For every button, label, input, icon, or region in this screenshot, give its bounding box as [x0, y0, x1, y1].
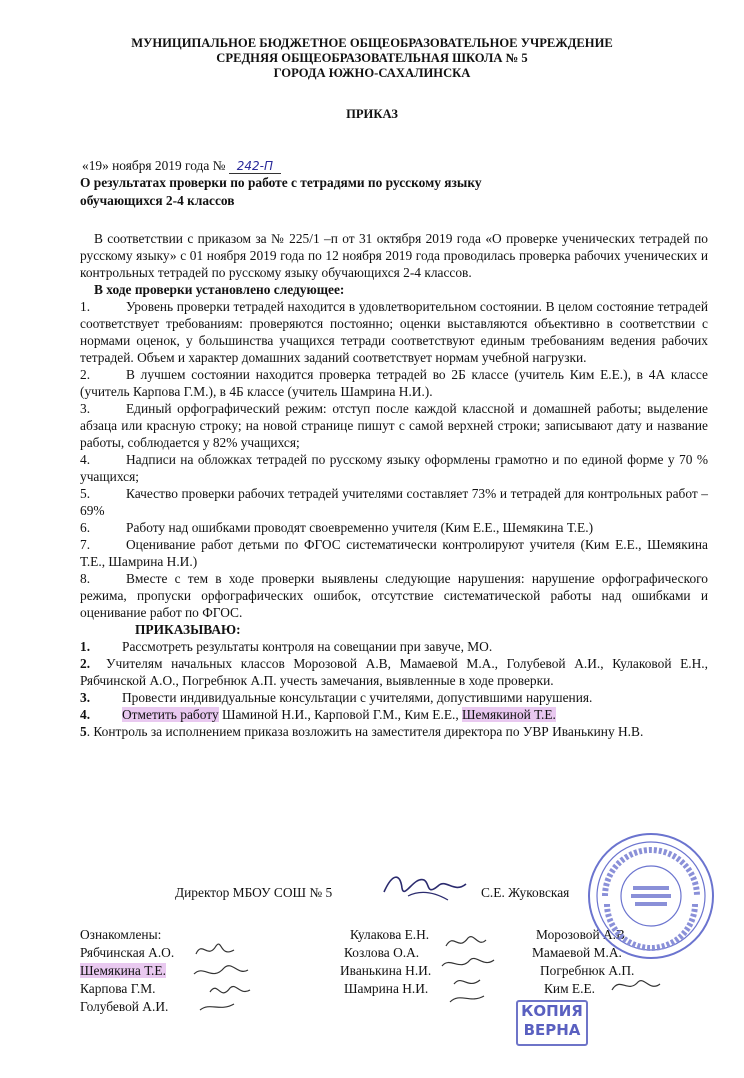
finding-number: 5. [80, 486, 91, 501]
finding-number: 3. [80, 401, 91, 416]
acknowledged-name: Морозовой А.В. [536, 927, 629, 942]
finding-item [80, 451, 708, 485]
stamp-line-1: КОПИЯ [521, 1002, 583, 1020]
finding-item [80, 400, 708, 451]
acknowledged-label: Ознакомлены: [80, 927, 162, 942]
subject-line-1: О результатах проверки по работе с тетрадями по русскому языку [80, 175, 482, 190]
finding-text: Работу над ошибками проводят своевременно учителя (Ким Е.Е., Шемякина Т.Е.) [126, 520, 594, 535]
order-number: 5 [80, 724, 87, 739]
acknowledged-name: Козлова О.А. [344, 945, 420, 960]
finding-item [80, 519, 708, 536]
director-name: С.Е. Жуковская [481, 885, 570, 900]
finding-item [80, 570, 708, 621]
highlighted-name: Шемякина Т.Е. [80, 963, 166, 978]
order-number-handwritten: 242-П [229, 159, 281, 174]
acknowledged-name: Голубевой А.И. [80, 999, 169, 1014]
director-label: Директор МБОУ СОШ № 5 [175, 885, 333, 900]
order-item [80, 689, 708, 706]
highlighted-text: Отметить работу [122, 707, 219, 722]
acknowledged-name: Ким Е.Е. [544, 981, 595, 996]
header-line-2: СРЕДНЯЯ ОБЩЕОБРАЗОВАТЕЛЬНАЯ ШКОЛА № 5 [216, 51, 528, 65]
order-text: Шаминой Н.И., Карповой Г.М., Ким Е.Е., [218, 707, 463, 722]
date-line [82, 158, 281, 174]
order-heading: ПРИКАЗЫВАЮ: [135, 622, 241, 637]
finding-text: Вместе с тем в ходе проверки выявлены следующие нарушения: нарушение орфографического режима, пропуски орфографических ошибок, отсутствие систематической работы над ошибками и оценивание работ по ФГОС. [80, 571, 708, 620]
stamp-line-2: ВЕРНА [523, 1021, 581, 1039]
finding-item [80, 485, 708, 519]
acknowledged-column-1 [80, 926, 174, 1016]
order-text: Рассмотреть результаты контроля на совещании при завуче, МО. [122, 639, 493, 654]
finding-text: Оценивание работ детьми по ФГОС систематически контролируют учителя (Ким Е.Е., Шемякина Т.Е., Шамрина Н.И.) [80, 537, 708, 569]
acknowledged-name: Мамаевой М.А. [532, 945, 622, 960]
order-item [80, 638, 708, 655]
finding-item [80, 298, 708, 366]
finding-text: Единый орфографический режим: отступ после каждой классной и домашней работы; выделение абзаца или красную строку; на новой странице пишут с самой верхней строки; записывают дату и название работы, соблюдается у 82% учащихся; [80, 401, 708, 450]
finding-text: Качество проверки рабочих тетрадей учителями составляет 73% и тетрадей для контрольных работ – 69% [80, 486, 708, 518]
order-number: 3. [80, 690, 91, 705]
order-subject [80, 174, 640, 210]
order-text: . Контроль за исполнением приказа возложить на заместителя директора по УВР Иванькину Н.В. [86, 724, 644, 739]
acknowledgement-signatures-icon [190, 930, 260, 1016]
acknowledged-name: Кулакова Е.Н. [350, 927, 430, 942]
order-text: Провести индивидуальные консультации с учителями, допустившими нарушения. [122, 690, 593, 705]
intro-paragraph: В соответствии с приказом за № 225/1 –п от 31 октября 2019 года «О проверке ученических тетрадей по русскому языку» с 01 ноября 2019 года по 12 ноября 2019 года проводилась проверка рабочих ученических и контрольных тетрадей по русскому языку обучающихся 2-4 классов. [80, 231, 708, 280]
finding-text: В лучшем состоянии находится проверка тетрадей во 2Б классе (учитель Ким Е.Е.), в 4А классе (учитель Карпова Г.М.), в 4Б классе (учитель Шамрина Н.И.). [80, 367, 708, 399]
order-item [80, 706, 708, 723]
finding-number: 7. [80, 537, 91, 552]
order-number: 2. [80, 656, 91, 671]
acknowledged-column-2 [336, 926, 431, 998]
order-text: Учителям начальных классов Морозовой А.В, Мамаевой М.А., Голубевой А.И., Кулаковой Е.Н., Рябчинской А.О., Погребнюк А.П. учесть замечания, выявленные в ходе проверки. [80, 656, 708, 688]
finding-text: Уровень проверки тетрадей находится в удовлетворительном состоянии. В целом состояние тетрадей соответствует требованиям: проверяются постоянно; оценки выставляются объективно в соответствии с нормами оценок, у большинства учащихся тетради соответствуют единым требованиям ведения рабочих тетрадей. Объем и характер домашних заданий соответствует нормам учебной нагрузки. [80, 299, 708, 365]
document-title: ПРИКАЗ [346, 107, 398, 121]
header-line-3: ГОРОДА ЮЖНО-САХАЛИНСКА [273, 66, 471, 80]
order-number: 1. [80, 639, 91, 654]
acknowledged-name [80, 962, 174, 980]
order-date: «19» ноября 2019 года № [82, 158, 226, 173]
finding-item [80, 536, 708, 570]
finding-item [80, 366, 708, 400]
acknowledgement-signature-icon [608, 970, 668, 1000]
acknowledged-name: Карпова Г.М. [80, 981, 156, 996]
acknowledged-name: Шамрина Н.И. [344, 981, 429, 996]
acknowledgement-signatures-icon [440, 926, 510, 1006]
finding-text: Надписи на обложках тетрадей по русскому языку оформлены грамотно и по единой форме у 70 % учащихся; [80, 452, 708, 484]
order-item [80, 723, 708, 740]
findings-heading: В ходе проверки установлено следующее: [94, 282, 345, 297]
acknowledged-name: Погребнюк А.П. [540, 963, 635, 978]
highlighted-text: Шемякиной Т.Е. [462, 707, 556, 722]
director-signature-icon [378, 866, 478, 906]
finding-number: 6. [80, 520, 91, 535]
document-body [80, 230, 708, 740]
acknowledged-name: Иванькина Н.И. [340, 963, 432, 978]
order-item [80, 655, 708, 689]
school-seal-icon [585, 830, 717, 962]
finding-number: 2. [80, 367, 91, 382]
header-line-1: МУНИЦИПАЛЬНОЕ БЮДЖЕТНОЕ ОБЩЕОБРАЗОВАТЕЛЬНОЕ УЧРЕЖДЕНИЕ [131, 36, 613, 50]
finding-number: 4. [80, 452, 91, 467]
order-number: 4. [80, 707, 91, 722]
subject-line-2: обучающихся 2-4 классов [80, 193, 235, 208]
finding-number: 1. [80, 299, 91, 314]
finding-number: 8. [80, 571, 91, 586]
school-header [0, 36, 744, 81]
copy-verified-stamp [516, 1000, 588, 1046]
acknowledged-name: Рябчинская А.О. [80, 945, 175, 960]
